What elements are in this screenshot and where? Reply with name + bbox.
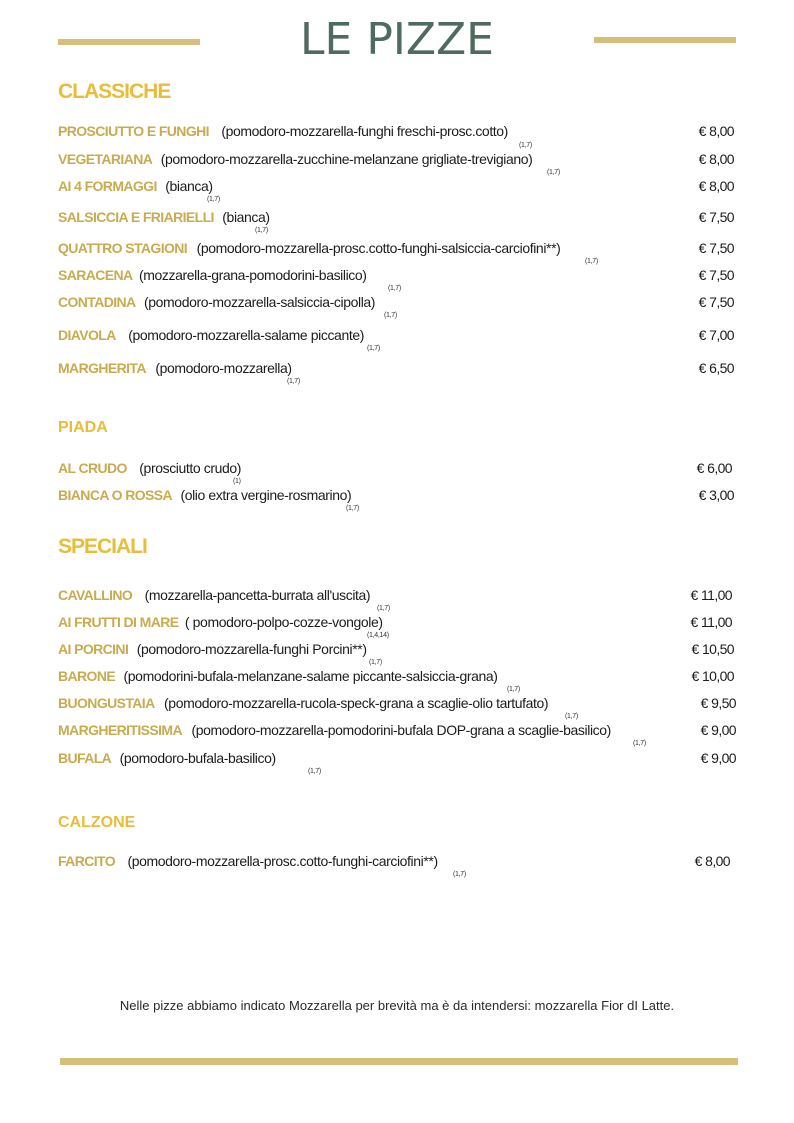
item-name: DIAVOLA	[58, 327, 116, 343]
menu-item	[58, 151, 748, 176]
item-price: € 7,50	[698, 294, 734, 310]
menu-item	[58, 209, 748, 234]
item-price: € 8,00	[698, 123, 734, 139]
item-name: MARGHERITISSIMA	[58, 722, 183, 738]
item-description: (pomodoro-mozzarella-salame piccante)	[128, 327, 364, 343]
item-price: € 10,50	[691, 641, 734, 657]
item-name: VEGETARIANA	[58, 151, 153, 167]
item-description: (pomodoro-mozzarella-rucola-speck-grana a scaglie-olio tartufato)	[164, 695, 549, 711]
item-price: € 7,50	[698, 209, 734, 225]
menu-item	[58, 587, 748, 612]
item-allergens: (1,7)	[346, 505, 359, 512]
item-description: ( pomodoro-polpo-cozze-vongole)	[184, 614, 383, 630]
footer-bar	[60, 1058, 738, 1065]
item-allergens: (1,7)	[585, 258, 598, 265]
footnote: Nelle pizze abbiamo indicato Mozzarella per brevità ma è da intendersi: mozzarella Fior dI Latte.	[119, 998, 675, 1013]
menu-item	[58, 641, 748, 666]
menu-item	[58, 668, 748, 693]
menu-item	[58, 178, 748, 203]
menu-item	[58, 294, 748, 319]
item-name: AL CRUDO	[58, 460, 127, 476]
menu-item	[58, 123, 748, 149]
item-allergens: (1,7)	[255, 227, 268, 234]
item-allergens: (1,7)	[565, 713, 578, 720]
item-name: QUATTRO STAGIONI	[58, 240, 188, 256]
item-description: (pomodoro-mozzarella-prosc.cotto-funghi-carciofini**)	[127, 853, 438, 869]
item-description: (bianca)	[165, 178, 213, 194]
item-allergens: (1)	[233, 478, 241, 485]
item-name: AI FRUTTI DI MARE	[58, 614, 179, 630]
item-description: (olio extra vergine-rosmarino)	[180, 487, 352, 503]
menu-item	[58, 460, 748, 485]
item-name: PROSCIUTTO E FUNGHI	[58, 123, 209, 139]
item-description: (pomodoro-mozzarella-salsiccia-cipolla)	[144, 294, 376, 310]
item-name: AI PORCINI	[58, 641, 129, 657]
section-title-classiche: CLASSICHE	[58, 80, 171, 103]
item-name: BIANCA O ROSSA	[58, 487, 172, 503]
item-allergens: (1,7)	[633, 740, 646, 747]
item-allergens: (1,7)	[377, 605, 390, 612]
item-name: BUONGUSTAIA	[58, 695, 155, 711]
item-allergens: (1,7)	[453, 871, 466, 878]
item-description: (prosciutto crudo)	[139, 460, 242, 476]
item-name: BARONE	[58, 668, 116, 684]
item-price: € 3,00	[698, 487, 734, 503]
item-description: (pomodoro-mozzarella-prosc.cotto-funghi-salsiccia-carciofini**)	[196, 240, 561, 256]
item-name: FARCITO	[58, 853, 115, 869]
section-title-piada: PIADA	[58, 419, 108, 436]
menu-item	[58, 722, 748, 747]
item-description: (pomodoro-mozzarella-funghi freschi-prosc.cotto)	[221, 123, 508, 139]
item-name: CAVALLINO	[58, 587, 133, 603]
item-price: € 11,00	[690, 587, 732, 603]
item-name: SALSICCIA E FRIARIELLI	[58, 209, 214, 225]
item-description: (pomodoro-mozzarella)	[155, 360, 292, 376]
item-price: € 11,00	[690, 614, 732, 630]
item-allergens: (1,7)	[507, 686, 520, 693]
item-price: € 7,50	[698, 240, 734, 256]
item-description: (pomodoro-bufala-basilico)	[119, 750, 276, 766]
item-allergens: (1,4,14)	[367, 632, 389, 639]
item-allergens: (1,7)	[547, 169, 560, 176]
page-title: LE PIZZE	[300, 14, 494, 65]
item-allergens: (1,7)	[519, 142, 532, 149]
item-description: (mozzarella-grana-pomodorini-basilico)	[139, 267, 367, 283]
item-price: € 8,00	[698, 178, 734, 194]
item-description: (pomodorini-bufala-melanzane-salame piccante-salsiccia-grana)	[123, 668, 498, 684]
item-price: € 8,00	[698, 151, 734, 167]
item-description: (mozzarella-pancetta-burrata all'uscita)	[144, 587, 371, 603]
item-allergens: (1,7)	[287, 378, 300, 385]
item-allergens: (1,7)	[384, 312, 397, 319]
item-allergens: (1,7)	[207, 196, 220, 203]
item-description: (pomodoro-mozzarella-funghi Porcini**)	[136, 641, 367, 657]
item-price: € 9,00	[700, 750, 736, 766]
item-price: € 7,00	[698, 327, 734, 343]
item-name: CONTADINA	[58, 294, 136, 310]
item-price: € 6,00	[696, 460, 732, 476]
item-price: € 9,00	[700, 722, 736, 738]
menu-item	[58, 750, 748, 775]
item-price: € 6,50	[698, 360, 734, 376]
item-description: (bianca)	[222, 209, 270, 225]
item-price: € 8,00	[694, 853, 730, 869]
item-name: AI 4 FORMAGGI	[58, 178, 157, 194]
item-allergens: (1,7)	[388, 285, 401, 292]
menu-item	[58, 360, 748, 385]
menu-item	[58, 695, 748, 720]
item-description: (pomodoro-mozzarella-zucchine-melanzane grigliate-trevigiano)	[160, 151, 533, 167]
item-name: SARACENA	[58, 267, 133, 283]
item-allergens: (1,7)	[367, 345, 380, 352]
section-title-calzone: CALZONE	[58, 814, 136, 831]
menu-item	[58, 240, 748, 265]
menu-item	[58, 853, 748, 878]
item-description: (pomodoro-mozzarella-pomodorini-bufala DOP-grana a scaglie-basilico)	[191, 722, 611, 738]
item-name: BUFALA	[58, 750, 112, 766]
menu-item	[58, 614, 748, 639]
menu-item	[58, 487, 748, 512]
section-title-speciali: SPECIALI	[58, 535, 147, 558]
item-price: € 10,00	[691, 668, 734, 684]
item-price: € 7,50	[698, 267, 734, 283]
menu-item	[58, 267, 748, 292]
item-name: MARGHERITA	[58, 360, 146, 376]
item-allergens: (1,7)	[308, 768, 321, 775]
item-price: € 9,50	[700, 695, 736, 711]
menu-item	[58, 327, 748, 352]
item-allergens: (1,7)	[369, 659, 382, 666]
